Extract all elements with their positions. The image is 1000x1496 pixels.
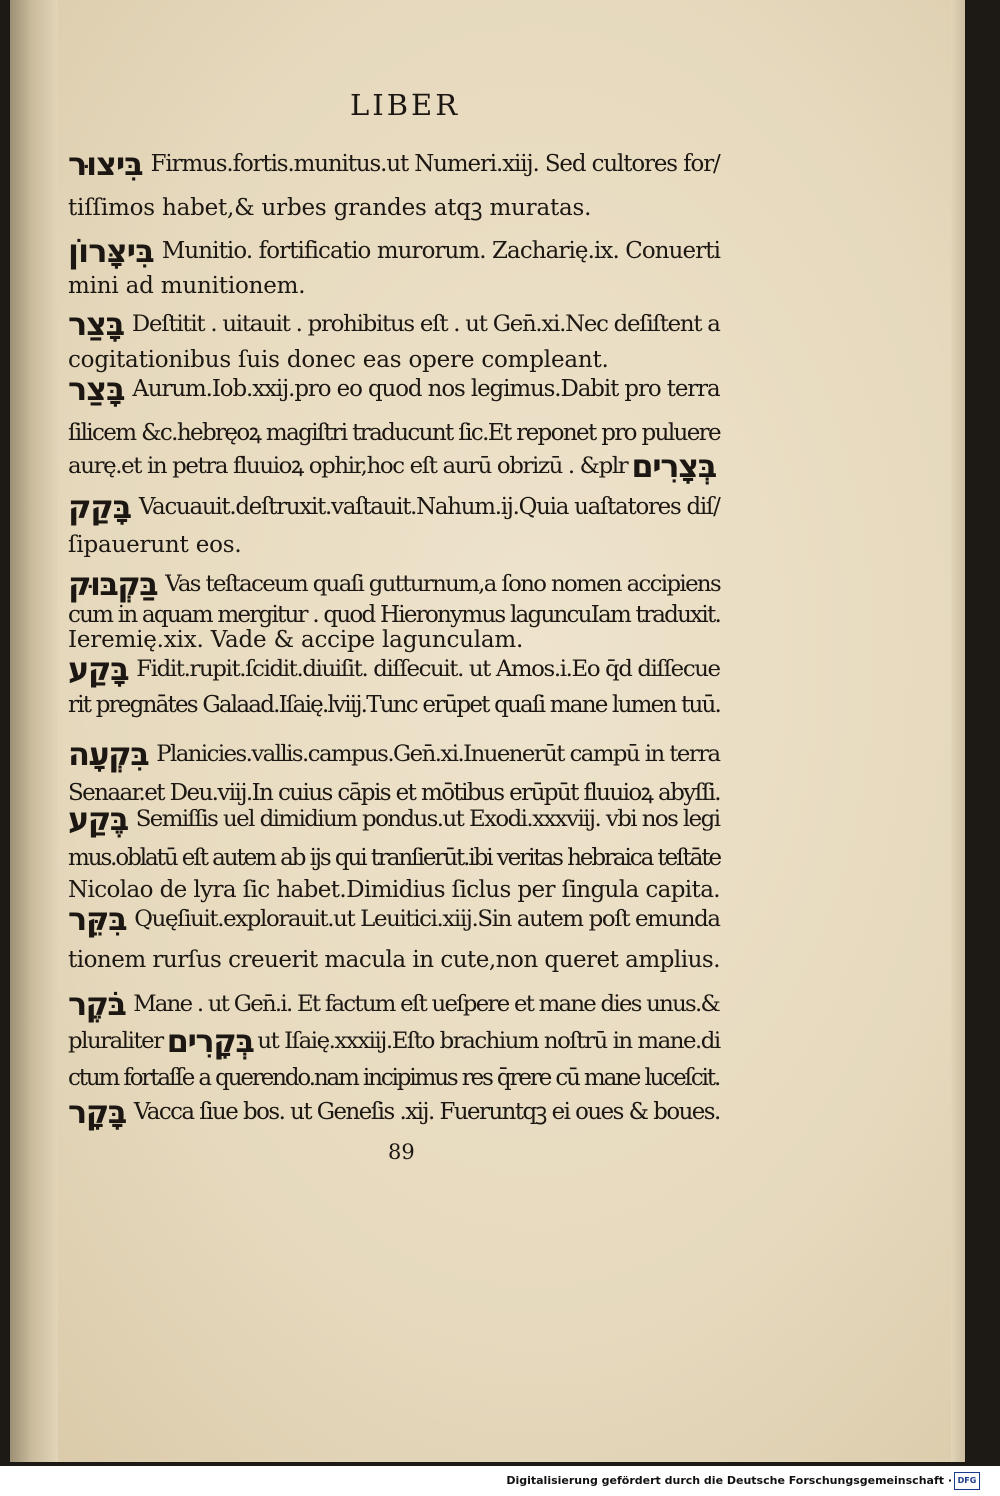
latin-text: mus.oblatū eſt autem ab ijs qui tranſierūt.ibi veritas hebraica teſtāte [68, 845, 720, 871]
text-line [68, 1065, 719, 1091]
latin-text: Quęſiuit.explorauit.ut Leuitici.xiij.Sin autem poſt emunda [134, 906, 720, 932]
text-line [68, 447, 720, 485]
latin-text: Planicies.vallis.campus.Gen̄.xi.Inuenerūt campū in terra [156, 741, 720, 767]
text-line [68, 232, 720, 270]
latin-text: Senaar.et Deu.viij.In cuius cāpis et mōtibus erūpūt fluuioꝝ abyſſi. [68, 780, 720, 806]
text-line [68, 145, 720, 183]
latin-text: tiſſimos habet,& urbes grandes atqꝫ muratas. [68, 195, 592, 221]
latin-text: aurę.et in petra fluuioꝝ ophir,hoc eſt aurū obrizū . &plr [68, 453, 628, 479]
latin-text: ſipauerunt eos. [68, 532, 242, 558]
hebrew-headword: בִּיצָּרוֹן [68, 232, 154, 270]
text-line [68, 845, 720, 871]
text-line [68, 800, 719, 838]
hebrew-headword: בֶּקַע [68, 800, 128, 838]
hebrew-headword: בָּצַר [68, 305, 124, 343]
latin-text: Nicolao de lyra ſic habet.Dimidius ſiclus per ſingula capita. [68, 877, 720, 903]
latin-text: Firmus.fortis.munitus.ut Numeri.xiij. Sed cultores for/ [150, 151, 720, 177]
latin-text: cum in aquam mergitur . quod Hieronymus laguncuIam traduxit. [68, 602, 720, 628]
latin-text: Semiſſis uel dimidium pondus.ut Exodi.xxxviij. vbi nos legi [135, 806, 720, 832]
latin-text: rit pregnātes Galaad.Iſaię.lviij.Tunc erūpet quaſi mane lumen tuū. [68, 692, 720, 718]
page-right-edge [951, 0, 965, 1462]
text-line [68, 735, 720, 773]
latin-text: ſilicem &c.hebręoꝝ magiſtri traducunt ſic.Et reponet pro puluere [68, 420, 720, 446]
text-line [68, 190, 591, 222]
text-line [68, 1022, 720, 1060]
text-line [68, 370, 720, 408]
latin-text: Vacca ſiue bos. ut Geneſis .xij. Fueruntqꝫ ei oues & boues. [133, 1099, 720, 1125]
text-line [68, 565, 720, 603]
hebrew-headword: בֹּקֶר [68, 985, 126, 1023]
text-line [68, 900, 720, 938]
latin-text: Munitio. fortificatio murorum. Zacharię.ix. Conuerti [161, 238, 721, 264]
text-line [68, 488, 720, 526]
latin-text: tionem rurſus creuerit macula in cute,non queret amplius. [68, 947, 720, 973]
latin-text: Vas teſtaceum quaſi gutturnum,a ſono nomen accipiens [165, 571, 721, 597]
text-line [68, 692, 720, 718]
text-line [68, 273, 305, 299]
text-line [68, 985, 719, 1023]
page-number: 89 [388, 1140, 415, 1164]
latin-text: pluraliter [68, 1028, 163, 1054]
funding-notice: Digitalisierung gefördert durch die Deutsche Forschungsgemeinschaft · [506, 1474, 952, 1487]
hebrew-word: בְּצָרִים [631, 447, 716, 485]
text-line [68, 532, 241, 558]
latin-text: ut Iſaię.xxxiij.Eſto brachium noſtrū in mane.di [257, 1028, 720, 1054]
text-line [68, 1093, 720, 1131]
latin-text: Fidit.rupit.ſcidit.diuiſit. diſſecuit. ut Amos.i.Eo q̄d diſſecue [136, 656, 720, 682]
hebrew-headword: בִּקְעָה [68, 735, 149, 773]
hebrew-headword: בָּקַע [68, 650, 129, 688]
hebrew-headword: בִּקֵּר [68, 900, 127, 938]
latin-text: Aurum.Iob.xxij.pro eo quod nos legimus.Dabit pro terra [132, 376, 720, 402]
latin-text: Mane . ut Gen̄.i. Et factum eſt ueſpere et mane dies unus.& [133, 991, 720, 1017]
latin-text: cogitationibus ſuis donec eas opere compleant. [68, 347, 609, 373]
latin-text: ctum fortaſſe a querendo.nam incipimus res q̄rere cū mane luceſcit. [68, 1065, 720, 1091]
hebrew-headword: בָּצַר [68, 370, 125, 408]
latin-text: Ieremię.xix. Vade & accipe lagunculam. [68, 627, 524, 653]
text-line [68, 602, 720, 628]
text-line [68, 947, 720, 973]
hebrew-headword: בַּקְבּוּק [68, 565, 158, 603]
text-line [68, 305, 720, 343]
footer-bar [0, 1466, 1000, 1496]
scan-dark-margin [965, 0, 1000, 1466]
hebrew-headword: בִּיצוּר [68, 145, 143, 183]
hebrew-headword: בָּקַק [68, 488, 131, 526]
text-line [68, 650, 720, 688]
dfg-logo: DFG [954, 1472, 980, 1490]
latin-text: Vacuauit.deſtruxit.vaſtauit.Nahum.ij.Quia uaſtatores diſ/ [138, 494, 720, 520]
text-line [68, 415, 720, 447]
latin-text: mini ad munitionem. [68, 273, 306, 299]
latin-text: Deſtitit . uitauit . prohibitus eſt . ut Gen̄.xi.Nec deſiſtent a [131, 311, 720, 337]
hebrew-word: בְּקָרִים [166, 1022, 254, 1060]
hebrew-headword: בָּקָר [68, 1093, 126, 1131]
page-gutter-shadow [10, 0, 58, 1462]
running-header: LIBER [350, 88, 461, 122]
